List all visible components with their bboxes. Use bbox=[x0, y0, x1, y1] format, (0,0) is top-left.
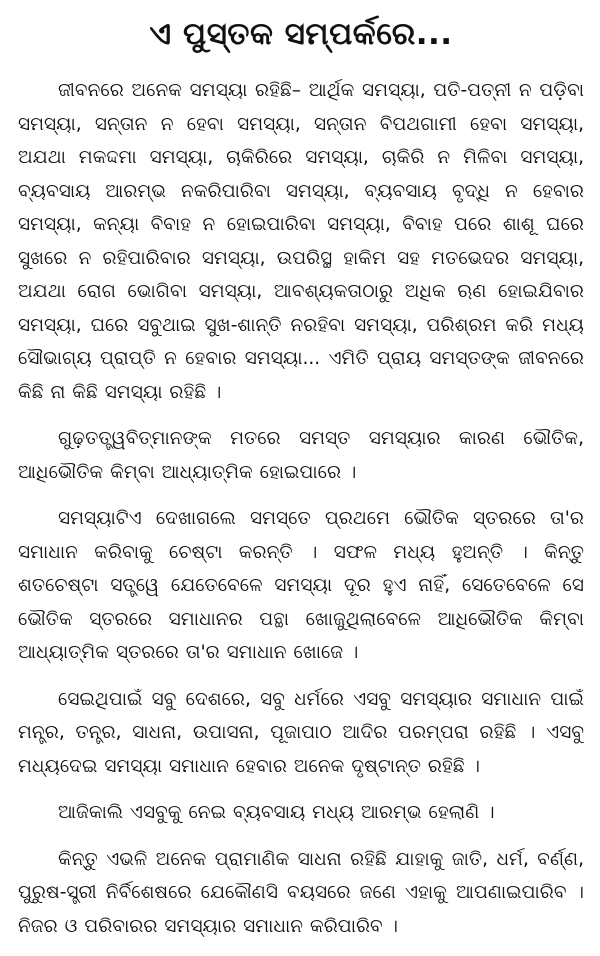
paragraph-causes: ଗୁଢ଼ତତ୍ତ୍ୱବିତ୍‌ମାନଙ୍କ ମତରେ ସମସ୍ତ ସମସ୍ୟାର କାରଣ ଭୌତିକ, ଆଧିଭୌତିକ କିମ୍ବା ଆଧ୍ୟାତ୍ମିକ ହୋଇପାରେ । bbox=[18, 428, 584, 483]
paragraph-problems: ଜୀବନରେ ଅନେକ ସମସ୍ୟା ରହିଛି– ଆର୍ଥିକ ସମସ୍ୟା, ପତି-ପତ୍ନୀ ନ ପଡ଼ିବା ସମସ୍ୟା, ସନ୍ତାନ ନ ହେବା ସମସ୍ୟା, ସନ୍ତାନ ବିପଥଗାମୀ ହେବା ସମସ୍ୟା, ଅଯଥା ମକଦ୍ଦମା ସମସ୍ୟା, ଚାକିରିରେ ସମସ୍ୟା, ଚାକିରି ନ ମିଳିବା ସମସ୍ୟା, ବ୍ୟବସାୟ ଆରମ୍ଭ ନକରିପାରିବା ସମସ୍ୟା, ବ୍ୟବସାୟ ବୃଦ୍ଧି ନ ହେବାର ସମସ୍ୟା, କନ୍ୟା ବିବାହ ନ ହୋଇପାରିବା ସମସ୍ୟା, ବିବାହ ପରେ ଶାଶୂ ଘରେ ସୁଖରେ ନ ରହିପାରିବାର ସମସ୍ୟା, ଉପରିସ୍ଥ ହାକିମ ସହ ମତଭେଦର ସମସ୍ୟା, ଅଯଥା ରୋଗ ଭୋଗିବା ସମସ୍ୟା, ଆବଶ୍ୟକତାଠାରୁ ଅଧିକ ଋଣ ହୋଇଯିବାର ସମସ୍ୟା, ଘରେ ସବୁଥାଇ ସୁଖ-ଶାନ୍ତି ନରହିବା ସମସ୍ୟା, ପରିଶ୍ରମ କରି ମଧ୍ୟ ସୌଭାଗ୍ୟ ପ୍ରାପ୍ତି ନ ହେବାର ସମସ୍ୟା... ଏମିତି ପ୍ରାୟ ସମସ୍ତଙ୍କ ଜୀବନରେ କିଛି ନା କିଛି ସମସ୍ୟା ରହିଛି । bbox=[18, 80, 584, 403]
document-page bbox=[18, 14, 584, 956]
paragraph-solutions: ସମସ୍ୟାଟିଏ ଦେଖାଗଲେ ସମସ୍ତେ ପ୍ରଥମେ ଭୌତିକ ସ୍ତରରେ ତା'ର ସମାଧାନ କରିବାକୁ ଚେଷ୍ଟା କରନ୍ତି । ସଫଳ ମଧ୍ୟ ହୁଅନ୍ତି । କିନ୍ତୁ ଶତଚେଷ୍ଟା ସତ୍ତ୍ୱେ ଯେତେବେଳେ ସମସ୍ୟା ଦୂର ହୁଏ ନାହିଁ, ସେତେବେଳେ ସେ ଭୌତିକ ସ୍ତରରେ ସମାଧାନର ପନ୍ଥା ଖୋଜୁଥିଲାବେଳେ ଆଧିଭୌତିକ କିମ୍ବା ଆଧ୍ୟାତ୍ମିକ ସ୍ତରରେ ତା'ର ସମାଧାନ ଖୋଜେ । bbox=[18, 508, 584, 663]
paragraph-business: ଆଜିକାଲି ଏସବୁକୁ ନେଇ ବ୍ୟବସାୟ ମଧ୍ୟ ଆରମ୍ଭ ହେଲାଣି । bbox=[58, 802, 495, 823]
page-title: ଏ ପୁସ୍ତକ ସମ୍ପର୍କରେ... bbox=[149, 16, 453, 52]
paragraph-traditions: ସେଇଥିପାଇଁ ସବୁ ଦେଶରେ, ସବୁ ଧର୍ମରେ ଏସବୁ ସମସ୍ୟାର ସମାଧାନ ପାଇଁ ମନ୍ତ୍ର, ତନ୍ତ୍ର, ସାଧନା, ଉପାସନା, ପୂଜାପାଠ ଆଦିର ପରମ୍ପରା ରହିଛି । ଏସବୁ ମଧ୍ୟଦେଇ ସମସ୍ୟା ସମାଧାନ ହେବାର ଅନେକ ଦୃଷ୍ଟାନ୍ତ ରହିଛି । bbox=[18, 688, 584, 777]
paragraph-practices: କିନ୍ତୁ ଏଭଳି ଅନେକ ପ୍ରାମାଣିକ ସାଧନା ରହିଛି ଯାହାକୁ ଜାତି, ଧର୍ମ, ବର୍ଣ୍ଣ, ପୁରୁଷ-ସ୍ତ୍ରୀ ନିର୍ବିଶେଷରେ ଯେକୌଣସି ବୟସରେ ଜଣେ ଏହାକୁ ଆପଣାଇପାରିବ । ନିଜର ଓ ପରିବାରର ସମସ୍ୟାର ସମାଧାନ କରିପାରିବ । bbox=[18, 848, 584, 937]
